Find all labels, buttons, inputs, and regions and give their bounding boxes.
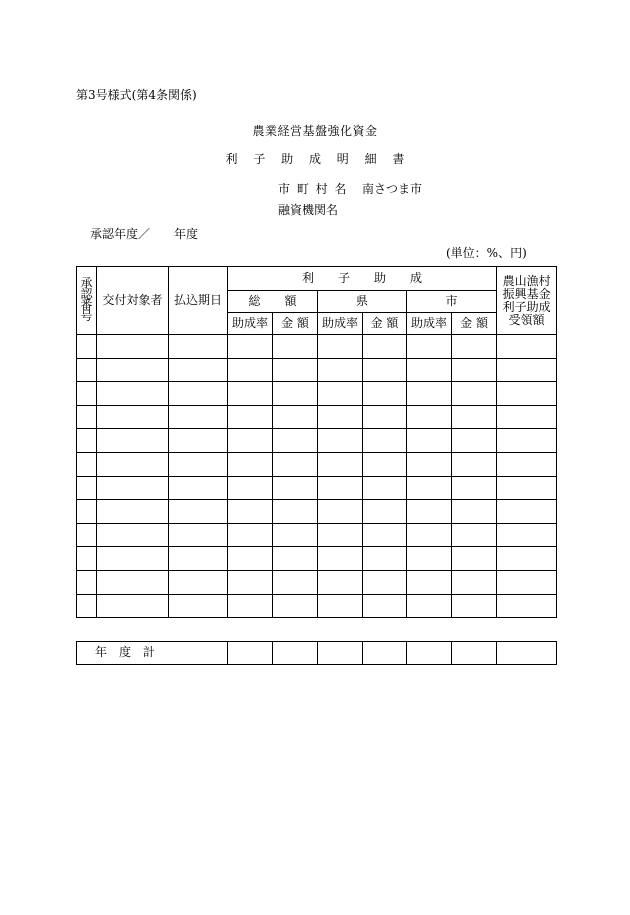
table-cell[interactable] <box>273 335 318 359</box>
bank-name-label: 融資機関名 <box>278 203 339 217</box>
table-cell[interactable] <box>452 429 497 453</box>
table-cell[interactable] <box>97 523 169 547</box>
table-cell[interactable] <box>452 500 497 524</box>
table-cell[interactable] <box>273 429 318 453</box>
prefecture-group-header: 県 <box>318 291 407 313</box>
table-row <box>77 452 557 476</box>
table-row <box>77 429 557 453</box>
table-cell[interactable] <box>318 335 363 359</box>
fund-subsidy-header: 農山漁村振興基金利子助成受領額 <box>497 267 557 335</box>
table-cell[interactable] <box>363 452 407 476</box>
table-cell[interactable] <box>363 523 407 547</box>
table-cell[interactable] <box>452 452 497 476</box>
table-cell[interactable] <box>169 382 228 406</box>
table-cell[interactable] <box>363 547 407 571</box>
table-cell[interactable] <box>407 594 452 618</box>
table-cell[interactable] <box>77 382 97 406</box>
table-cell[interactable] <box>228 570 273 594</box>
total-amount-header: 金 額 <box>273 313 318 335</box>
table-cell[interactable] <box>363 476 407 500</box>
table-cell[interactable] <box>318 429 363 453</box>
prefecture-rate-header: 助成率 <box>318 313 363 335</box>
table-cell[interactable] <box>169 523 228 547</box>
table-row <box>77 405 557 429</box>
table-cell[interactable] <box>228 452 273 476</box>
total-group-header: 総 額 <box>228 291 318 313</box>
table-cell[interactable] <box>273 594 318 618</box>
table-cell[interactable] <box>407 405 452 429</box>
table-cell[interactable] <box>497 594 557 618</box>
total-cell[interactable] <box>273 642 318 665</box>
table-cell[interactable] <box>452 547 497 571</box>
municipality-value: 南さつま市 <box>362 182 423 196</box>
table-cell[interactable] <box>363 500 407 524</box>
table-cell[interactable] <box>77 523 97 547</box>
table-cell[interactable] <box>497 405 557 429</box>
table-row <box>77 570 557 594</box>
total-cell[interactable] <box>363 642 407 665</box>
table-row <box>77 500 557 524</box>
table-cell[interactable] <box>497 523 557 547</box>
table-cell[interactable] <box>97 570 169 594</box>
total-cell[interactable] <box>497 642 557 665</box>
table-cell[interactable] <box>273 382 318 406</box>
table-cell[interactable] <box>452 405 497 429</box>
table-cell[interactable] <box>318 523 363 547</box>
table-cell[interactable] <box>497 429 557 453</box>
table-cell[interactable] <box>497 547 557 571</box>
table-cell[interactable] <box>273 547 318 571</box>
table-cell[interactable] <box>407 570 452 594</box>
table-row <box>77 358 557 382</box>
recipient-header: 交付対象者 <box>97 267 169 335</box>
table-cell[interactable] <box>363 335 407 359</box>
table-cell[interactable] <box>273 570 318 594</box>
table-cell[interactable] <box>407 452 452 476</box>
table-cell[interactable] <box>497 382 557 406</box>
table-cell[interactable] <box>97 358 169 382</box>
table-row <box>77 382 557 406</box>
table-cell[interactable] <box>97 594 169 618</box>
table-cell[interactable] <box>273 523 318 547</box>
table-cell[interactable] <box>318 594 363 618</box>
table-cell[interactable] <box>77 358 97 382</box>
table-cell[interactable] <box>497 500 557 524</box>
table-cell[interactable] <box>97 547 169 571</box>
table-cell[interactable] <box>77 547 97 571</box>
table-cell[interactable] <box>497 358 557 382</box>
table-cell[interactable] <box>97 476 169 500</box>
table-cell[interactable] <box>97 452 169 476</box>
table-cell[interactable] <box>169 500 228 524</box>
table-cell[interactable] <box>452 335 497 359</box>
table-cell[interactable] <box>452 594 497 618</box>
table-cell[interactable] <box>97 500 169 524</box>
table-cell[interactable] <box>318 452 363 476</box>
table-cell[interactable] <box>228 476 273 500</box>
table-cell[interactable] <box>97 429 169 453</box>
table-cell[interactable] <box>497 452 557 476</box>
table-cell[interactable] <box>273 452 318 476</box>
table-cell[interactable] <box>169 335 228 359</box>
table-cell[interactable] <box>407 335 452 359</box>
subsidy-detail-table <box>76 266 557 618</box>
table-cell[interactable] <box>407 547 452 571</box>
table-cell[interactable] <box>169 405 228 429</box>
total-cell[interactable] <box>452 642 497 665</box>
table-cell[interactable] <box>452 523 497 547</box>
table-cell[interactable] <box>452 570 497 594</box>
table-cell[interactable] <box>497 476 557 500</box>
table-row <box>77 547 557 571</box>
table-cell[interactable] <box>407 429 452 453</box>
table-cell[interactable] <box>169 570 228 594</box>
table-cell[interactable] <box>407 476 452 500</box>
total-rate-header: 助成率 <box>228 313 273 335</box>
table-cell[interactable] <box>169 594 228 618</box>
table-cell[interactable] <box>363 570 407 594</box>
table-cell[interactable] <box>318 547 363 571</box>
table-cell[interactable] <box>363 594 407 618</box>
table-cell[interactable] <box>497 335 557 359</box>
table-cell[interactable] <box>228 547 273 571</box>
table-cell[interactable] <box>363 405 407 429</box>
table-row <box>77 594 557 618</box>
table-cell[interactable] <box>407 358 452 382</box>
annual-total-table <box>76 641 557 665</box>
document-subtitle: 利 子 助 成 明 細 書 <box>225 152 405 166</box>
table-cell[interactable] <box>407 382 452 406</box>
form-number: 第3号様式(第4条関係) <box>76 88 197 102</box>
table-cell[interactable] <box>169 547 228 571</box>
table-cell[interactable] <box>452 476 497 500</box>
table-cell[interactable] <box>228 382 273 406</box>
table-cell[interactable] <box>169 452 228 476</box>
payment-date-header: 払込期日 <box>169 267 228 335</box>
table-row <box>77 523 557 547</box>
table-cell[interactable] <box>169 429 228 453</box>
table-cell[interactable] <box>363 382 407 406</box>
table-cell[interactable] <box>77 476 97 500</box>
table-cell[interactable] <box>97 382 169 406</box>
city-rate-header: 助成率 <box>407 313 452 335</box>
table-cell[interactable] <box>228 594 273 618</box>
city-amount-header: 金 額 <box>452 313 497 335</box>
municipality-label: 市 町 村 名 <box>278 182 347 196</box>
table-cell[interactable] <box>273 476 318 500</box>
table-cell[interactable] <box>273 358 318 382</box>
table-cell[interactable] <box>318 570 363 594</box>
table-cell[interactable] <box>318 476 363 500</box>
table-cell[interactable] <box>228 335 273 359</box>
table-cell[interactable] <box>228 429 273 453</box>
table-cell[interactable] <box>169 358 228 382</box>
table-cell[interactable] <box>318 358 363 382</box>
table-cell[interactable] <box>407 500 452 524</box>
table-cell[interactable] <box>228 500 273 524</box>
table-cell[interactable] <box>169 476 228 500</box>
approval-number-header: 承認番号 <box>77 267 97 335</box>
table-cell[interactable] <box>497 570 557 594</box>
interest-subsidy-header: 利 子 助 成 <box>228 267 497 291</box>
total-cell[interactable] <box>228 642 273 665</box>
approval-year-label: 承認年度／ 年度 <box>90 227 199 241</box>
table-cell[interactable] <box>77 405 97 429</box>
table-cell[interactable] <box>318 500 363 524</box>
table-cell[interactable] <box>77 500 97 524</box>
total-cell[interactable] <box>407 642 452 665</box>
table-cell[interactable] <box>228 405 273 429</box>
document-title: 農業経営基盤強化資金 <box>252 124 378 138</box>
total-cell[interactable] <box>318 642 363 665</box>
table-cell[interactable] <box>363 429 407 453</box>
table-cell[interactable] <box>77 429 97 453</box>
table-cell[interactable] <box>97 405 169 429</box>
unit-label: (単位：%、円) <box>446 246 527 260</box>
table-row <box>77 476 557 500</box>
table-cell[interactable] <box>228 523 273 547</box>
table-cell[interactable] <box>228 358 273 382</box>
annual-total-label: 年 度 計 <box>77 642 228 665</box>
table-cell[interactable] <box>77 570 97 594</box>
table-cell[interactable] <box>318 382 363 406</box>
table-cell[interactable] <box>273 500 318 524</box>
table-cell[interactable] <box>97 335 169 359</box>
table-cell[interactable] <box>363 358 407 382</box>
prefecture-amount-header: 金 額 <box>363 313 407 335</box>
table-row <box>77 335 557 359</box>
table-cell[interactable] <box>273 405 318 429</box>
city-group-header: 市 <box>407 291 497 313</box>
table-cell[interactable] <box>452 382 497 406</box>
table-cell[interactable] <box>407 523 452 547</box>
table-cell[interactable] <box>77 335 97 359</box>
table-cell[interactable] <box>77 452 97 476</box>
table-cell[interactable] <box>318 405 363 429</box>
table-cell[interactable] <box>77 594 97 618</box>
table-cell[interactable] <box>452 358 497 382</box>
